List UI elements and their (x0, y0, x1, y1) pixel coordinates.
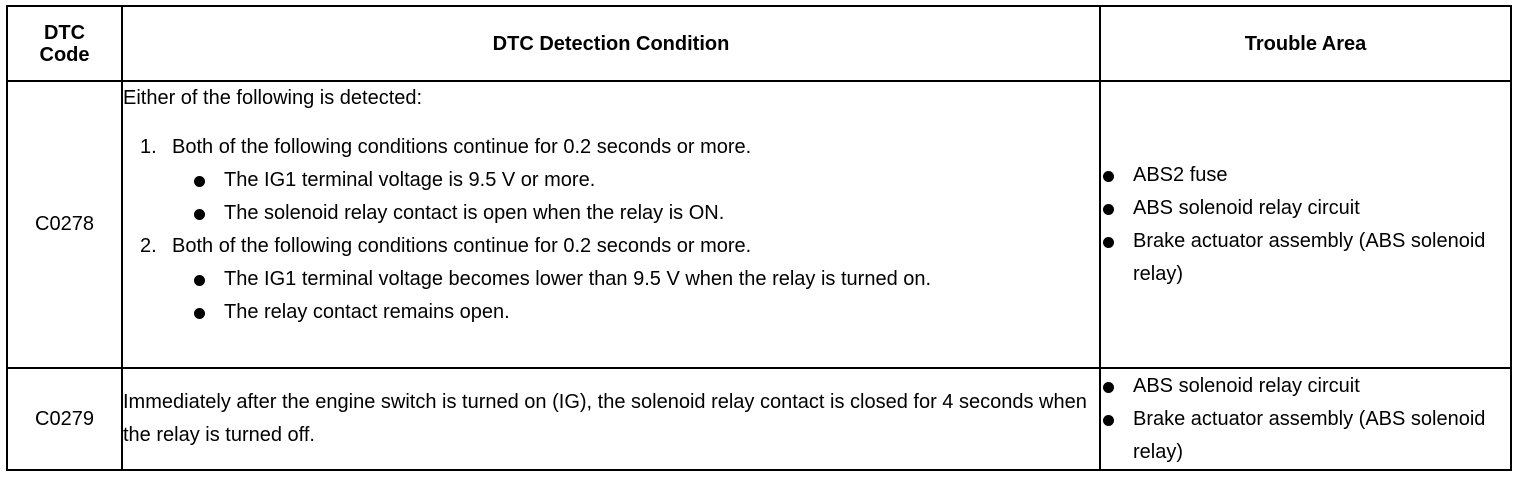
bullet-text: The IG1 terminal voltage becomes lower than 9.5 V when the relay is turned on. (224, 268, 932, 290)
step-bullets (172, 164, 1099, 230)
step-text: Both of the following conditions continue for 0.2 seconds or more. (172, 136, 752, 158)
bullet-icon (194, 308, 205, 319)
condition-step (140, 131, 1099, 230)
bullet-text: The IG1 terminal voltage is 9.5 V or more. (224, 169, 596, 191)
step-bullets (172, 263, 1099, 329)
trouble-area-list (1101, 159, 1510, 291)
header-row (7, 6, 1511, 81)
bullet-icon (1103, 382, 1114, 393)
bullet-text: The solenoid relay contact is open when the relay is ON. (224, 202, 725, 224)
trouble-area-text: ABS solenoid relay circuit (1133, 196, 1360, 219)
bullet-item (190, 296, 1099, 329)
trouble-area-text: Brake actuator assembly (ABS solenoid relay) (1133, 407, 1486, 463)
step-text: Both of the following conditions continue for 0.2 seconds or more. (172, 235, 752, 257)
table-row (7, 81, 1511, 368)
condition-step (140, 230, 1099, 329)
bullet-item (190, 263, 1099, 296)
bullet-icon (1103, 237, 1114, 248)
bullet-icon (1103, 415, 1114, 426)
header-dtc-code-line2: Code (39, 43, 90, 66)
trouble-area-list (1101, 370, 1510, 469)
trouble-area-text: Brake actuator assembly (ABS solenoid relay) (1133, 229, 1486, 285)
bullet-item (190, 164, 1099, 197)
condition-intro: Either of the following is detected: (123, 87, 423, 109)
trouble-area-item (1101, 403, 1510, 469)
trouble-area-item (1101, 370, 1510, 403)
dtc-code-cell: C0279 (7, 368, 122, 470)
trouble-area-item (1101, 159, 1510, 192)
header-trouble-area: Trouble Area (1100, 6, 1511, 81)
condition-steps (123, 131, 1099, 329)
trouble-area-text: ABS2 fuse (1133, 163, 1228, 186)
dtc-table (6, 5, 1512, 471)
bullet-icon (194, 176, 205, 187)
dtc-code-cell: C0278 (7, 81, 122, 368)
detection-condition-cell (122, 81, 1100, 368)
bullet-item (190, 197, 1099, 230)
bullet-icon (194, 209, 205, 220)
header-detection-condition: DTC Detection Condition (122, 6, 1100, 81)
trouble-area-cell (1100, 368, 1511, 470)
step-number: 1. (140, 136, 157, 158)
step-number: 2. (140, 235, 157, 257)
trouble-area-item (1101, 192, 1510, 225)
trouble-area-cell (1100, 81, 1511, 368)
trouble-area-text: ABS solenoid relay circuit (1133, 374, 1360, 397)
table-row (7, 368, 1511, 470)
header-dtc-code (7, 6, 122, 81)
trouble-area-item (1101, 225, 1510, 291)
bullet-icon (194, 275, 205, 286)
bullet-icon (1103, 171, 1114, 182)
dtc-table-container (6, 5, 1512, 471)
bullet-icon (1103, 204, 1114, 215)
header-dtc-code-line1: DTC (43, 21, 86, 44)
bullet-text: The relay contact remains open. (224, 301, 510, 323)
detection-condition-cell: Immediately after the engine switch is turned on (IG), the solenoid relay contact is closed for 4 seconds when the relay is turned off. (122, 368, 1100, 470)
